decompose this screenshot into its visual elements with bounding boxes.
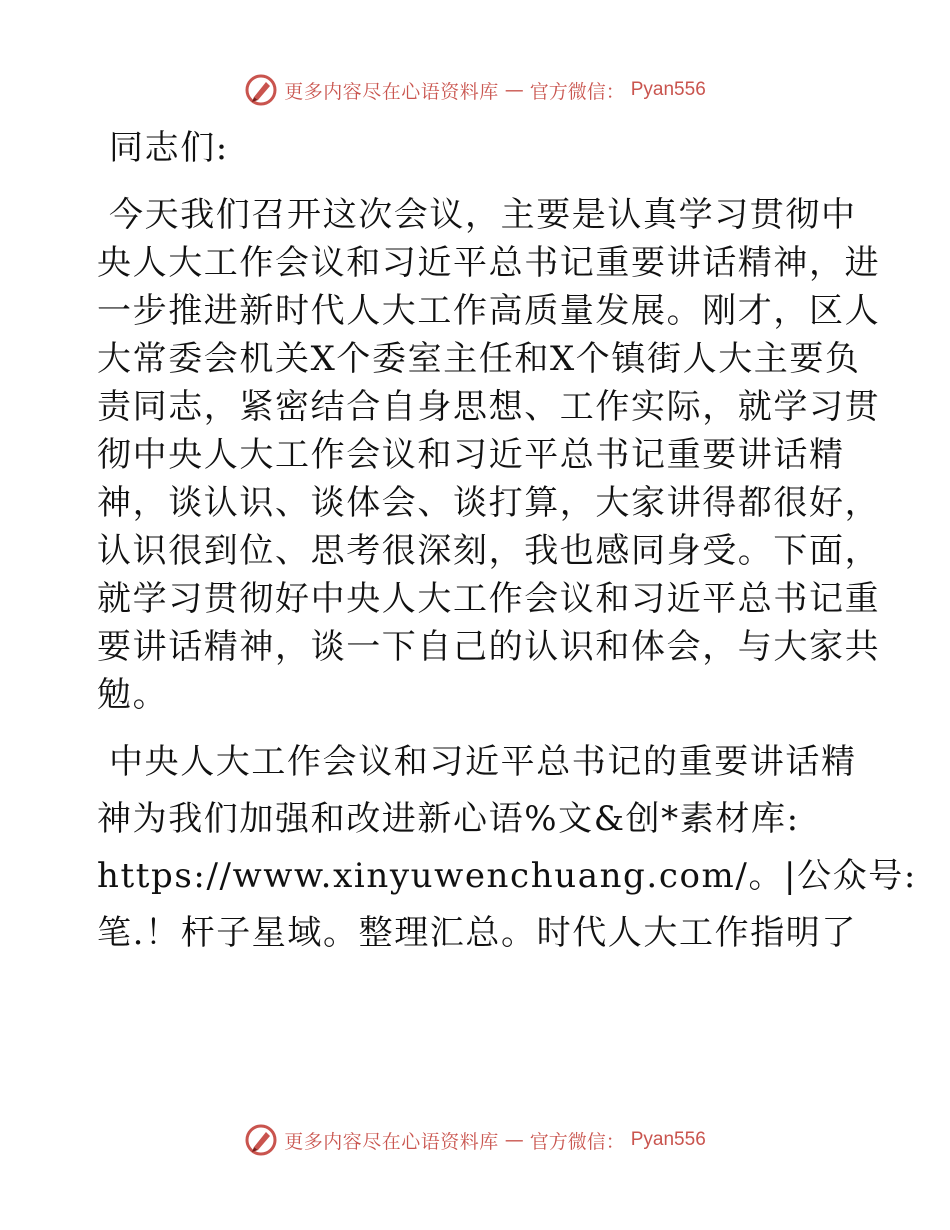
watermark-wechat-id: Pyan556 bbox=[630, 1129, 706, 1150]
watermark-separator: — bbox=[504, 1129, 524, 1151]
text-line: 就学习贯彻好中央人大工作会议和习近平总书记重 bbox=[97, 579, 881, 619]
text-line: 彻中央人大工作会议和习近平总书记重要讲话精 bbox=[97, 435, 845, 475]
watermark-wechat-id: Pyan556 bbox=[630, 79, 706, 100]
text-line: 今天我们召开这次会议，主要是认真学习贯彻中 bbox=[109, 195, 857, 235]
text-line: 责同志，紧密结合自身思想、工作实际，就学习贯 bbox=[97, 387, 881, 427]
watermark-wechat-label: 官方微信： bbox=[529, 80, 625, 103]
document-body bbox=[97, 124, 917, 957]
text-line: 认识很到位、思考很深刻，我也感同身受。下面， bbox=[97, 531, 881, 571]
text-line: 勉。 bbox=[97, 675, 169, 715]
text-line: 笔.！杆子星域。整理汇总。时代人大工作指明了 bbox=[97, 913, 858, 953]
salutation: 同志们: bbox=[109, 128, 229, 168]
watermark-text: 更多内容尽在心语资料库 bbox=[284, 1130, 499, 1153]
text-line: 央人大工作会议和习近平总书记重要讲话精神，进 bbox=[97, 243, 881, 283]
text-line: 大常委会机关X个委室主任和X个镇街人大主要负 bbox=[97, 339, 861, 379]
text-line: 中央人大工作会议和习近平总书记的重要讲话精 bbox=[109, 742, 857, 782]
watermark-separator: — bbox=[504, 79, 524, 101]
paragraph-1 bbox=[97, 191, 881, 719]
watermark-header bbox=[0, 70, 950, 110]
paragraph-2 bbox=[97, 738, 917, 957]
text-line: 神为我们加强和改进新心语%文&创*素材库: bbox=[97, 799, 800, 839]
text-line: https://www.xinyuwenchuang.com/。|公众号: bbox=[97, 856, 917, 896]
text-line: 一步推进新时代人大工作高质量发展。刚才，区人 bbox=[97, 291, 881, 331]
watermark-text: 更多内容尽在心语资料库 bbox=[284, 80, 499, 103]
pen-logo-icon bbox=[244, 1123, 278, 1157]
watermark-wechat-label: 官方微信： bbox=[529, 1130, 625, 1153]
text-line: 神，谈认识、谈体会、谈打算，大家讲得都很好， bbox=[97, 483, 881, 523]
watermark-footer bbox=[0, 1120, 950, 1160]
pen-logo-icon bbox=[244, 73, 278, 107]
text-line: 要讲话精神，谈一下自己的认识和体会，与大家共 bbox=[97, 627, 881, 667]
